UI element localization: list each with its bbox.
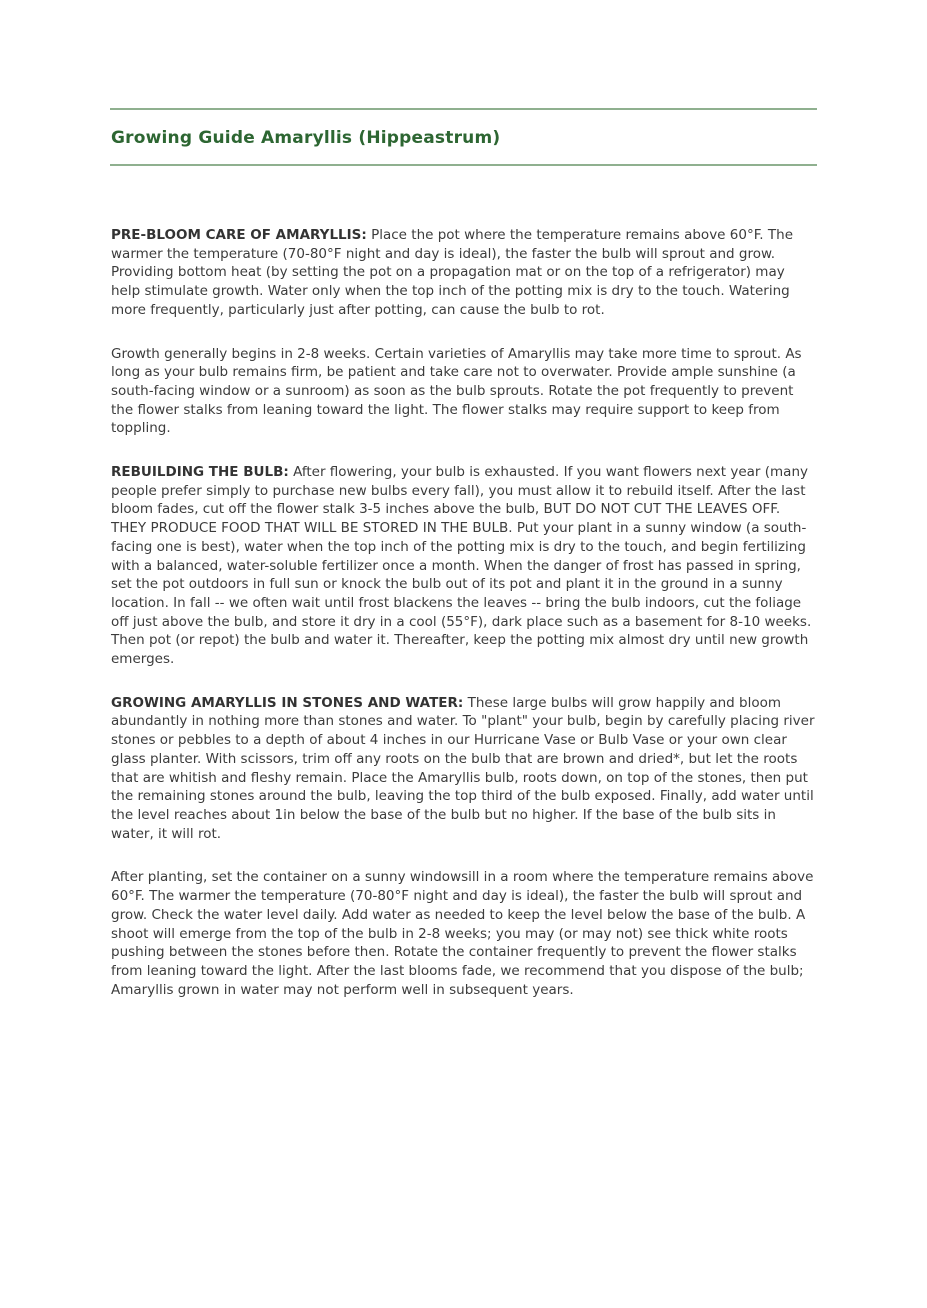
document-viewport — [0, 108, 927, 1308]
page-title: Growing Guide Amaryllis (Hippeastrum) — [111, 128, 501, 148]
paragraph-lead-rebuilding-the-bulb: REBUILDING THE BULB: — [111, 464, 289, 481]
paragraph-after-planting — [111, 868, 815, 999]
divider-under-title — [110, 164, 817, 166]
document-body — [110, 226, 817, 999]
paragraph-pre-bloom-care — [111, 226, 815, 320]
paragraph-rebuilding-the-bulb — [111, 463, 815, 669]
divider-top — [110, 108, 817, 110]
paragraph-text-after-planting: After planting, set the container on a sunny windowsill in a room where the temperature remains above 60°F. The warmer the temperature (70-80°F night and day is ideal), the faster the bulb will sprout and grow. Check the water level daily. Add water as needed to keep the level below the base of the bulb. A shoot will emerge from the top of the bulb in 2-8 weeks; you may (or may not) see thick white roots pushing between the stones before then. Rotate the container frequently to prevent the flower stalks from leaning toward the light. After the last blooms fade, we recommend that you dispose of the bulb; Amaryllis grown in water may not perform well in subsequent years. — [111, 869, 814, 998]
document-page — [0, 108, 927, 1308]
paragraph-stones-and-water — [111, 694, 815, 844]
paragraph-lead-pre-bloom-care: PRE-BLOOM CARE OF AMARYLLIS: — [111, 227, 367, 243]
paragraph-lead-stones-and-water: GROWING AMARYLLIS IN STONES AND WATER: — [111, 694, 464, 711]
paragraph-text-stones-and-water: These large bulbs will grow happily and bloom abundantly in nothing more than stones and water. To "plant" your bulb, begin by carefully placing river stones or pebbles to a depth of about 4 inches in our Hurricane Vase or Bulb Vase or your own clear glass planter. With scissors, trim off any roots on the bulb that are brown and dried*, but let the roots that are whitish and fleshy remain. Place the Amaryllis bulb, roots down, on top of the stones, then put the remaining stones around the bulb, leaving the top third of the bulb exposed. Finally, add water until the level reaches about 1in below the base of the bulb but no higher. If the base of the bulb sits in water, it will rot. — [111, 694, 815, 842]
paragraph-growth-timing — [111, 345, 815, 439]
paragraph-text-pre-bloom-care: Place the pot where the temperature remains above 60°F. The warmer the temperature (70-80°F night and day is ideal), the faster the bulb will sprout and grow. Providing bottom heat (by setting the pot on a propagation mat or on the top of a refrigerator) may help stimulate growth. Water only when the top inch of the potting mix is dry to the touch. Watering more frequently, particularly just after potting, can cause the bulb to rot. — [111, 227, 793, 318]
paragraph-text-rebuilding-the-bulb: After flowering, your bulb is exhausted. If you want flowers next year (many people prefer simply to purchase new bulbs every fall), you must allow it to rebuild itself. After the last bloom fades, cut off the flower stalk 3-5 inches above the bulb, BUT DO NOT CUT THE LEAVES OFF. THEY PRODUCE FOOD THAT WILL BE STORED IN THE BULB. Put your plant in a sunny window (a south-facing one is best), water when the top inch of the potting mix is dry to the touch, and begin fertilizing with a balanced, water-soluble fertilizer once a month. When the danger of frost has passed in spring, set the pot outdoors in full sun or knock the bulb out of its pot and plant it in the ground in a sunny location. In fall -- we often wait until frost blackens the leaves -- bring the bulb indoors, cut the foliage off just above the bulb, and store it dry in a cool (55°F), dark place such as a basement for 8-10 weeks. Then pot (or repot) the bulb and water it. Thereafter, keep the potting mix almost dry until new growth emerges. — [111, 464, 812, 668]
paragraph-text-growth-timing: Growth generally begins in 2-8 weeks. Certain varieties of Amaryllis may take more time to sprout. As long as your bulb remains firm, be patient and take care not to overwater. Provide ample sunshine (a south-facing window or a sunroom) as soon as the bulb sprouts. Rotate the pot frequently to prevent the flower stalks from leaning toward the light. The flower stalks may require support to keep from toppling. — [111, 345, 802, 437]
